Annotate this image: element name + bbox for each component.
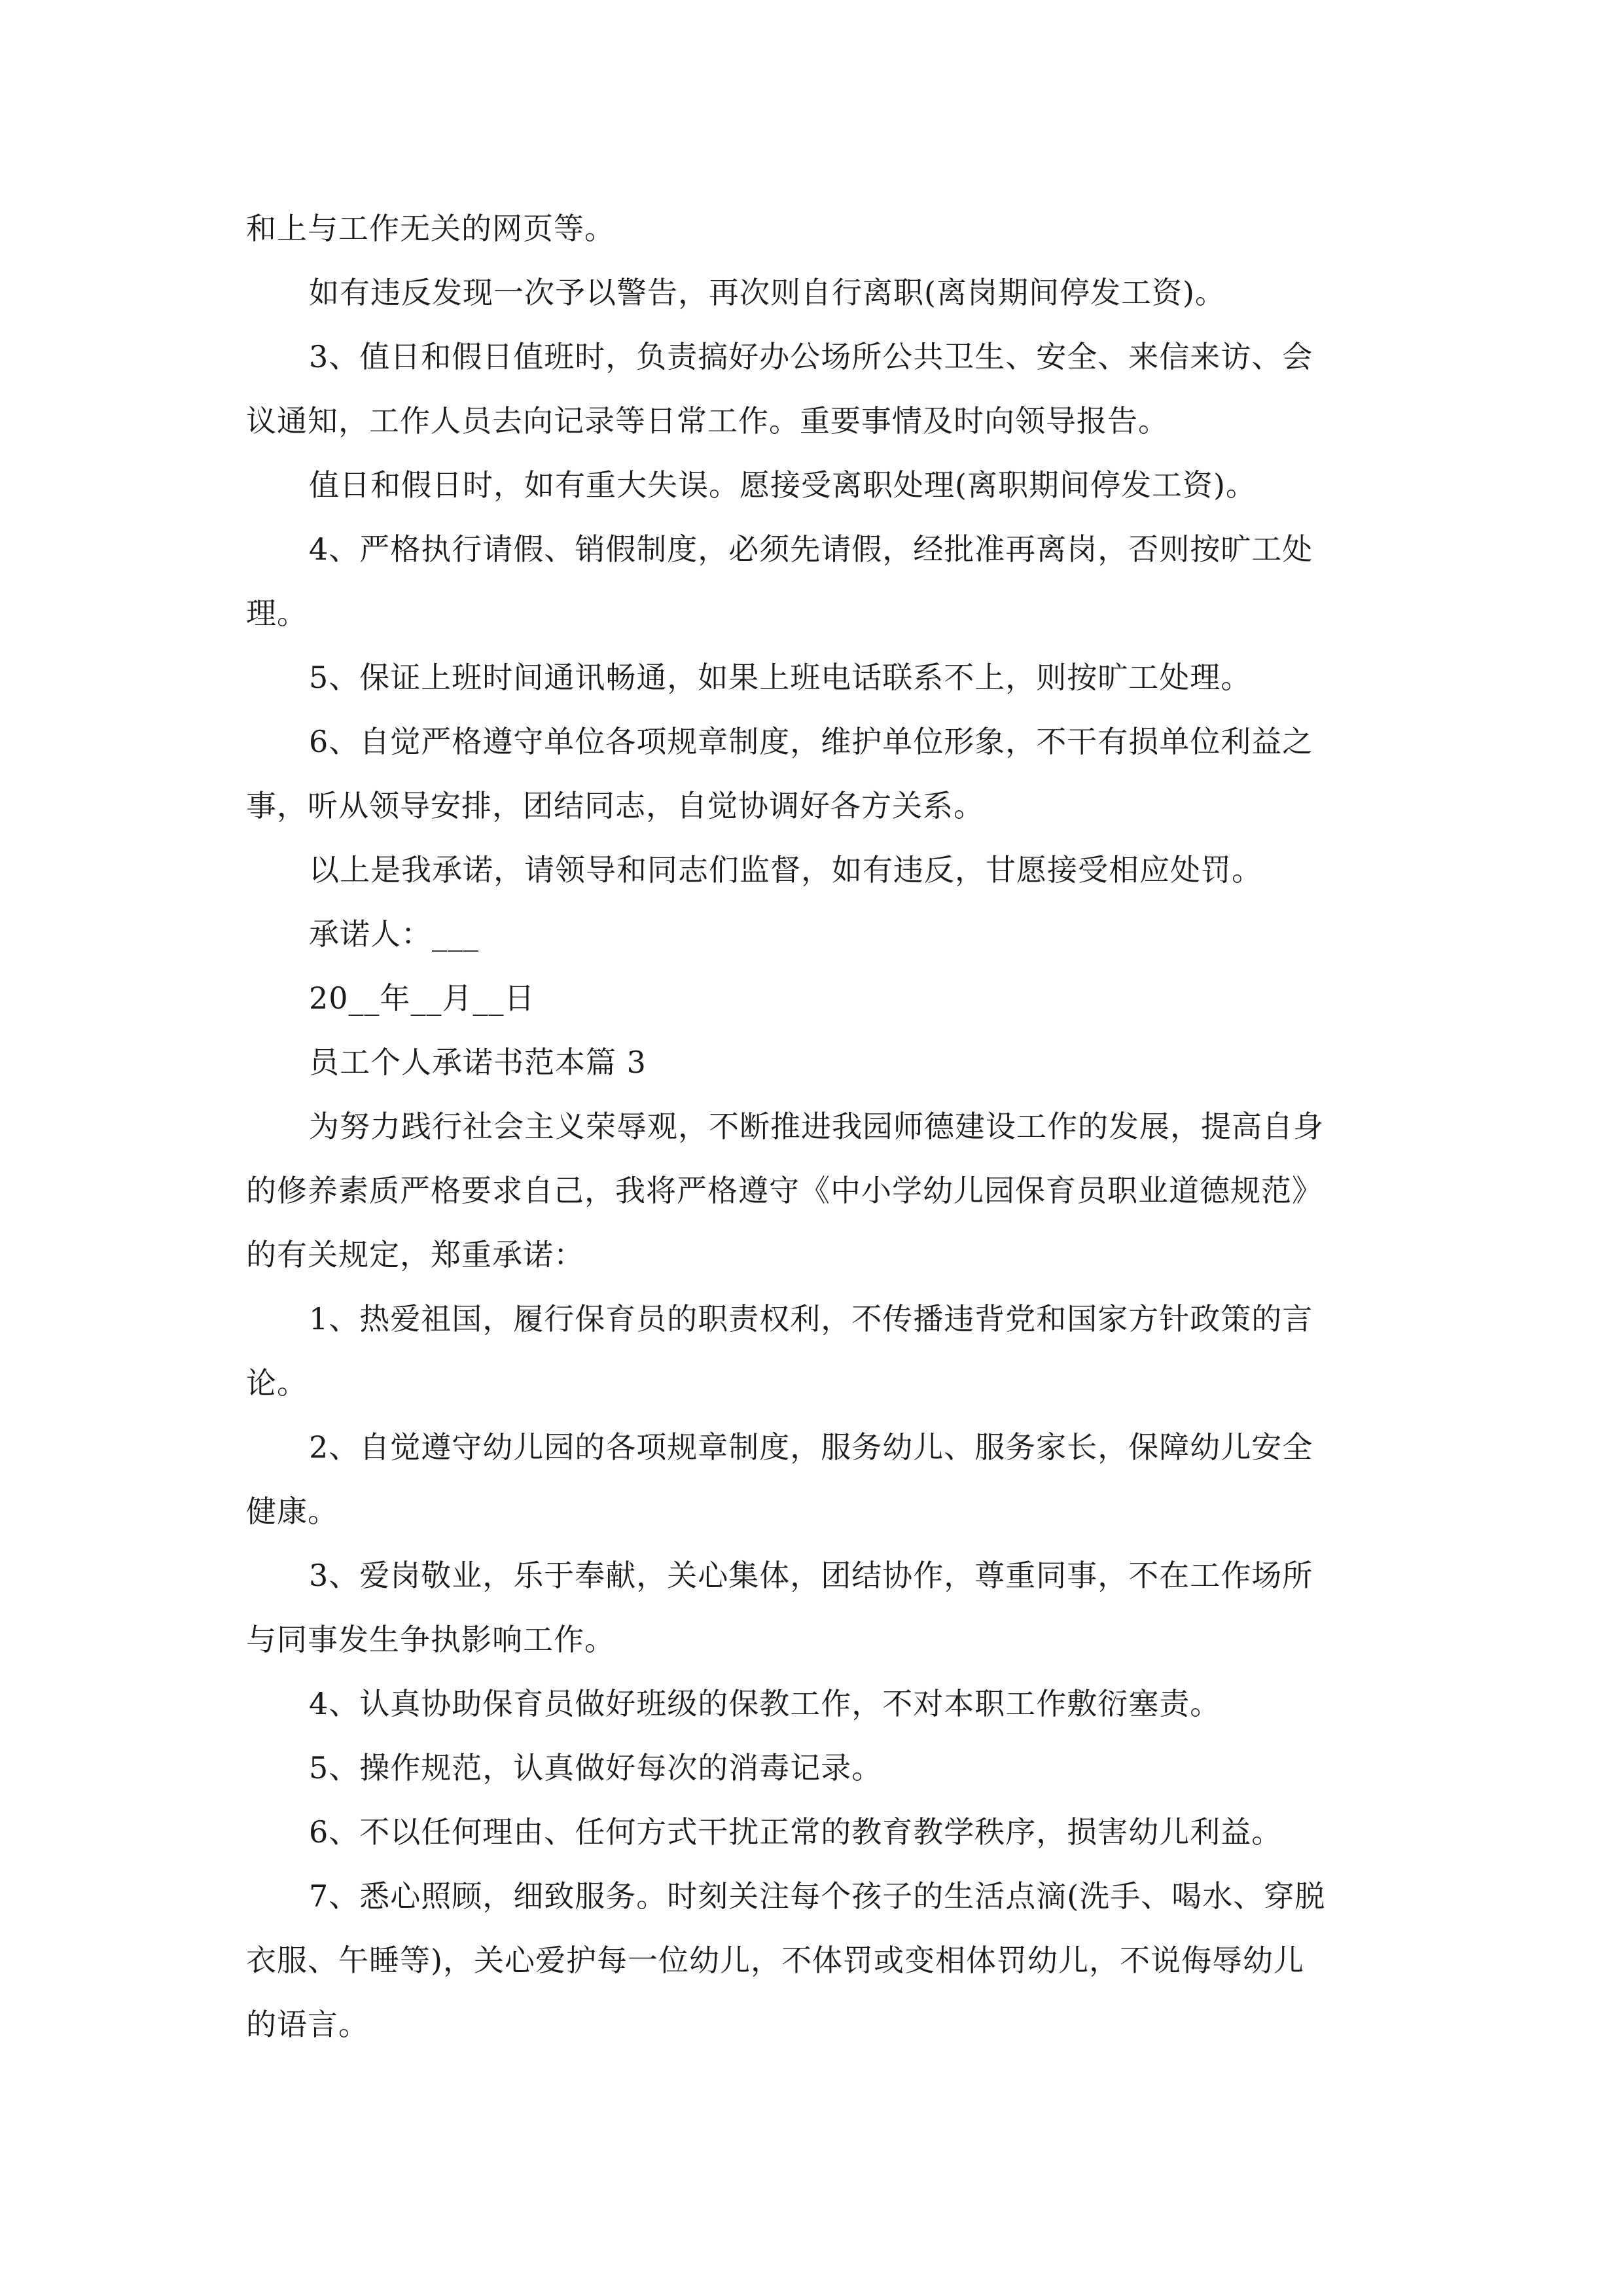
document-line: 议通知，工作人员去向记录等日常工作。重要事情及时向领导报告。 — [246, 403, 1169, 439]
document-line: 如有违反发现一次予以警告，再次则自行离职(离岗期间停发工资)。 — [309, 275, 1226, 310]
document-line: 健康。 — [246, 1494, 338, 1529]
document-line: 的修养素质严格要求自己，我将严格遵守《中小学幼儿园保育员职业道德规范》 — [246, 1173, 1323, 1208]
document-line: 和上与工作无关的网页等。 — [246, 211, 615, 246]
document-line: 6、不以任何理由、任何方式干扰正常的教育教学秩序，损害幼儿利益。 — [309, 1814, 1283, 1850]
document-line: 20__年__月__日 — [309, 980, 535, 1016]
document-line: 与同事发生争执影响工作。 — [246, 1622, 615, 1657]
document-body — [246, 196, 1398, 2056]
document-line: 的语言。 — [246, 2007, 369, 2042]
document-line: 承诺人：___ — [309, 916, 479, 952]
document-line: 5、保证上班时间通讯畅通，如果上班电话联系不上，则按旷工处理。 — [309, 660, 1252, 695]
document-line: 值日和假日时，如有重大失误。愿接受离职处理(离职期间停发工资)。 — [309, 467, 1257, 503]
document-line: 3、爱岗敬业，乐于奉献，关心集体，团结协作，尊重同事，不在工作场所 — [309, 1558, 1313, 1593]
document-line: 6、自觉严格遵守单位各项规章制度，维护单位形象，不干有损单位利益之 — [309, 724, 1313, 759]
document-line: 3、值日和假日值班时，负责搞好办公场所公共卫生、安全、来信来访、会 — [309, 339, 1313, 374]
document-line: 论。 — [246, 1365, 308, 1401]
document-line: 5、操作规范，认真做好每次的消毒记录。 — [309, 1750, 883, 1785]
document-line: 7、悉心照顾，细致服务。时刻关注每个孩子的生活点滴(洗手、喝水、穿脱 — [309, 1878, 1326, 1914]
document-line: 4、认真协助保育员做好班级的保教工作，不对本职工作敷衍塞责。 — [309, 1686, 1221, 1721]
document-line: 员工个人承诺书范本篇 3 — [309, 1045, 647, 1080]
document-line: 为努力践行社会主义荣辱观，不断推进我园师德建设工作的发展，提高自身 — [309, 1109, 1324, 1144]
document-line: 理。 — [246, 596, 308, 631]
document-line: 4、严格执行请假、销假制度，必须先请假，经批准再离岗，否则按旷工处 — [309, 531, 1313, 567]
document-line: 2、自觉遵守幼儿园的各项规章制度，服务幼儿、服务家长，保障幼儿安全 — [309, 1429, 1313, 1465]
document-line: 的有关规定，郑重承诺： — [246, 1237, 584, 1272]
document-line: 1、热爱祖国，履行保育员的职责权利，不传播违背党和国家方针政策的言 — [309, 1301, 1313, 1336]
document-line: 以上是我承诺，请领导和同志们监督，如有违反，甘愿接受相应处罚。 — [309, 852, 1262, 888]
document-line: 事，听从领导安排，团结同志，自觉协调好各方关系。 — [246, 788, 984, 823]
document-line: 衣服、午睡等)，关心爱护每一位幼儿，不体罚或变相体罚幼儿，不说侮辱幼儿 — [246, 1943, 1304, 1978]
